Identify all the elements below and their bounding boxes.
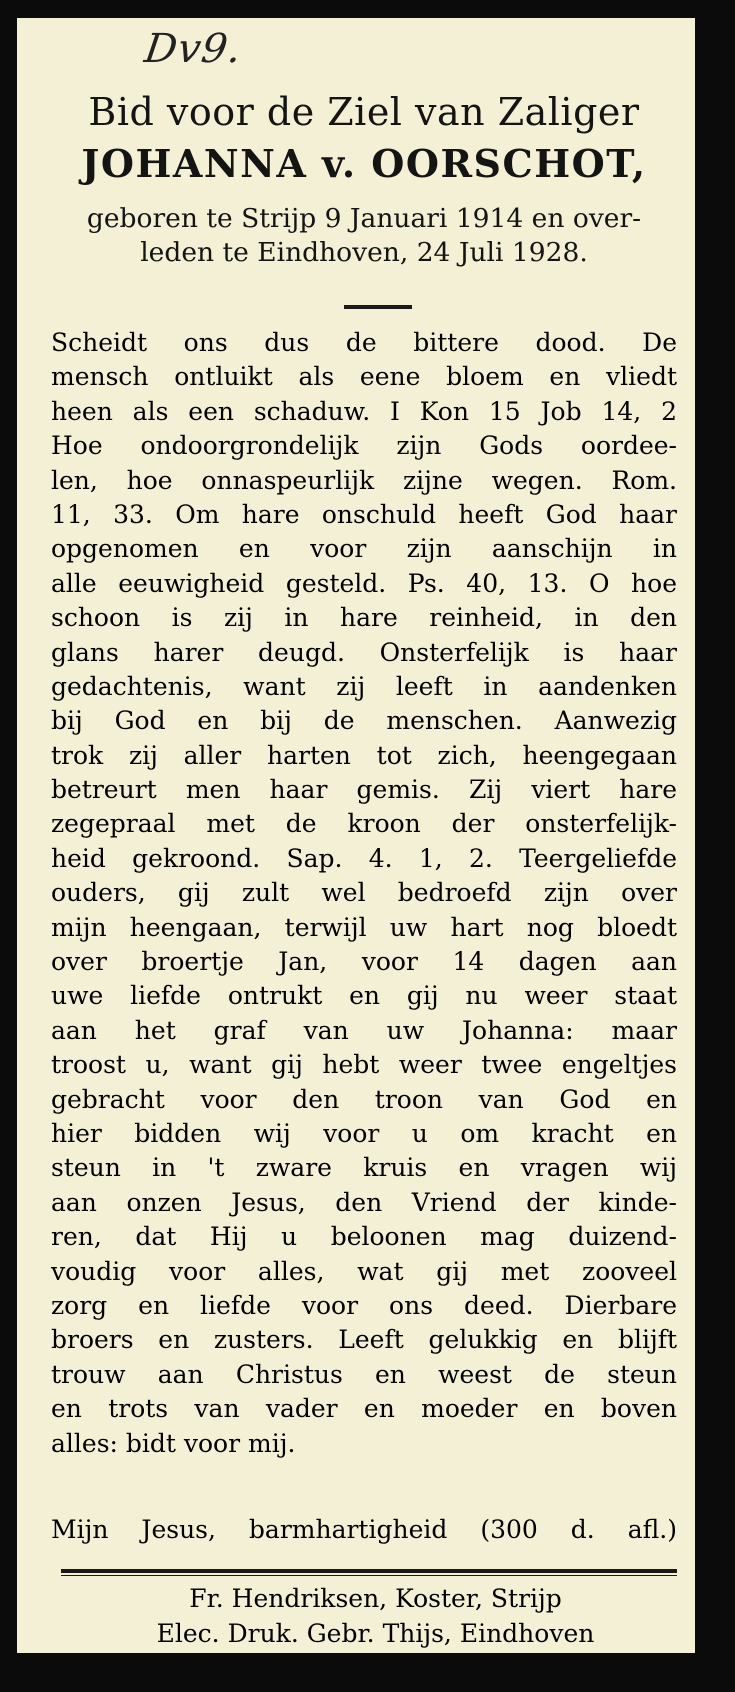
- text-line: aan onzen Jesus, den Vriend der kinde-: [51, 1187, 677, 1217]
- text-line: zegepraal met de kroon der onsterfelijk-: [51, 809, 677, 839]
- footer-line-2: Elec. Druk. Gebr. Thijs, Eindhoven: [156, 1619, 595, 1648]
- text-line: troost u, want gij hebt weer twee engeltjes: [51, 1050, 677, 1080]
- text-line: mijn heengaan, terwijl uw hart nog bloedt: [51, 912, 677, 942]
- printer-footer: [51, 1581, 700, 1651]
- text-line: trok zij aller harten tot zich, heengegaan: [51, 740, 677, 770]
- text-line: Scheidt ons dus de bittere dood. De: [51, 328, 677, 357]
- text-line: gedachtenis, want zij leeft in aandenken: [51, 671, 677, 701]
- text-line: betreurt men haar gemis. Zij viert hare: [51, 775, 677, 805]
- text-line: mensch ontluikt als eene bloem en vliedt: [51, 362, 677, 392]
- text-line: glans harer deugd. Onsterfelijk is haar: [51, 637, 677, 667]
- text-line: 11, 33. Om hare onschuld heeft God haar: [51, 499, 677, 529]
- birth-line-1: geboren te Strijp 9 Januari 1914 en over-: [86, 203, 642, 234]
- deceased-name: JOHANNA v. OORSCHOT,: [81, 141, 647, 186]
- footer-divider-thin: [61, 1575, 677, 1576]
- prayer-intro: Bid voor de Ziel van Zaliger: [88, 90, 640, 134]
- text-line: bij God en bij de menschen. Aanwezig: [51, 706, 677, 736]
- text-line: ren, dat Hij u beloonen mag duizend-: [51, 1222, 677, 1252]
- text-line: uwe liefde ontrukt en gij nu weer staat: [51, 981, 677, 1011]
- text-line: ouders, gij zult wel bedroefd zijn over: [51, 878, 677, 908]
- text-line: gebracht voor den troon van God en: [51, 1084, 677, 1114]
- text-line: Hoe ondoorgrondelijk zijn Gods oordee-: [51, 431, 677, 461]
- handwritten-note: Dv9.: [141, 26, 246, 72]
- text-line: voudig voor alles, wat gij met zooveel: [51, 1256, 677, 1286]
- indulgence-prayer: Mijn Jesus, barmhartigheid (300 d. afl.): [51, 1515, 677, 1544]
- text-line: alles: bidt voor mij.: [51, 1428, 296, 1458]
- birth-line-2: leden te Eindhoven, 24 Juli 1928.: [140, 237, 588, 268]
- text-line: aan het graf van uw Johanna: maar: [51, 1015, 677, 1045]
- birth-death-info: [51, 202, 677, 270]
- text-line: en trots van vader en moeder en boven: [51, 1394, 677, 1424]
- footer-divider: [61, 1569, 677, 1573]
- text-line: hier bidden wij voor u om kracht en: [51, 1118, 677, 1148]
- text-line: schoon is zij in hare reinheid, in den: [51, 603, 677, 633]
- text-line: heen als een schaduw. I Kon 15 Job 14, 2: [51, 396, 677, 426]
- text-line: broers en zusters. Leeft gelukkig en blijft: [51, 1325, 677, 1355]
- card-header: [51, 86, 677, 270]
- footer-line-1: Fr. Hendriksen, Koster, Strijp: [189, 1584, 562, 1613]
- text-line: over broertje Jan, voor 14 dagen aan: [51, 947, 677, 977]
- text-line: zorg en liefde voor ons deed. Dierbare: [51, 1290, 677, 1320]
- text-line: steun in 't zware kruis en vragen wij: [51, 1153, 677, 1183]
- text-line: trouw aan Christus en weest de steun: [51, 1359, 677, 1389]
- text-line: alle eeuwigheid gesteld. Ps. 40, 13. O hoe: [51, 568, 677, 598]
- memorial-text: [51, 326, 677, 1461]
- short-divider: [344, 305, 412, 309]
- text-line: heid gekroond. Sap. 4. 1, 2. Teergeliefde: [51, 843, 677, 873]
- text-line: opgenomen en voor zijn aanschijn in: [51, 534, 677, 564]
- text-line: len, hoe onnaspeurlijk zijne wegen. Rom.: [51, 465, 677, 495]
